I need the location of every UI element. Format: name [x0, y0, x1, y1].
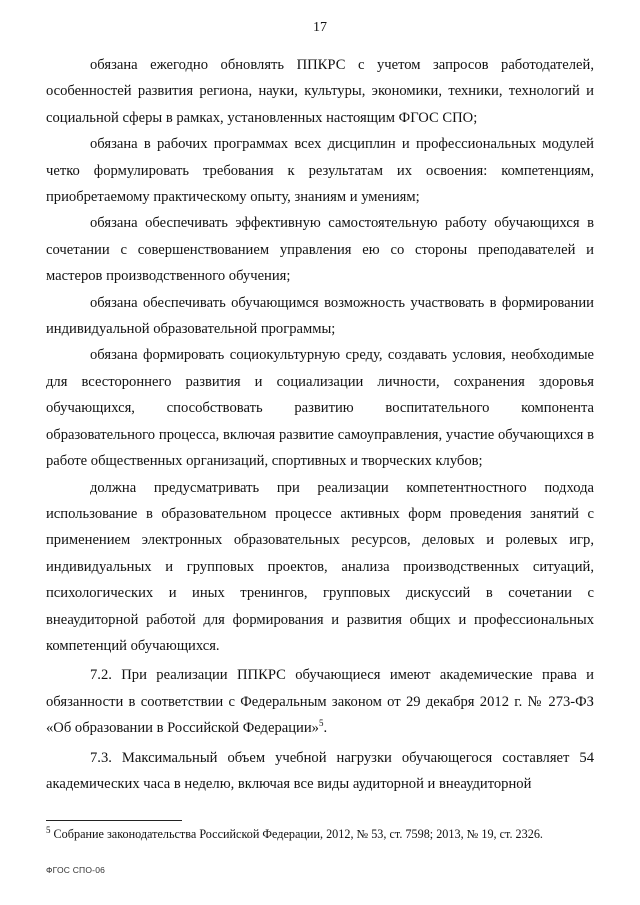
- paragraph-independent-work: обязана обеспечивать эффективную самостоятельную работу обучающихся в сочетании с совершенствованием управления ею со стороны преподавателей и мастеров производственного обучения;: [46, 215, 594, 285]
- footnote-text: Собрание законодательства Российской Федерации, 2012, № 53, ст. 7598; 2013, № 19, ст. 2326.: [50, 827, 543, 841]
- footnote-reference: 5: [318, 718, 324, 729]
- paragraph-individual-program: обязана обеспечивать обучающимся возможность участвовать в формировании индивидуальной образовательной программы;: [46, 294, 594, 338]
- paragraph-active-forms: должна предусматривать при реализации компетентностного подхода использование в образовательном процессе активных форм проведения занятий с применением электронных образовательных ресурсов, деловых и ролевых игр, индивидуальных и групповых проектов, анализа производственных ситуаций, психологических и иных тренингов, групповых дискуссий в сочетании с внеаудиторной работой для формирования и развития общих и профессиональных компетенций обучающихся.: [46, 479, 594, 654]
- paragraph-update-ppkrs: обязана ежегодно обновлять ППКРС с учетом запросов работодателей, особенностей развития региона, науки, культуры, экономики, техники, технологий и социальной сферы в рамках, установленных настоящим ФГОС СПО;: [46, 57, 594, 126]
- paragraph-work-programs: обязана в рабочих программах всех дисциплин и профессиональных модулей четко формулировать требования к результатам их освоения: компетенциям, приобретаемому практическому опыту, знаниям и умениям;: [46, 136, 594, 206]
- body-text: [46, 52, 594, 797]
- paragraph-sociocultural-environment: обязана формировать социокультурную среду, создавать условия, необходимые для всестороннего развития и социализации личности, сохранения здоровья обучающихся, способствовать развитию воспитательного компонента образовательного процесса, включая развитие самоуправления, участие обучающихся в работе общественных организаций, спортивных и творческих клубов;: [46, 347, 594, 470]
- footnote-marker: 5: [46, 824, 51, 835]
- section-7-2: 7.2. При реализации ППКРС обучающиеся имеют академические права и обязанности в соответствии с Федеральным законом от 29 декабря 2012 г. № 273-ФЗ «Об образовании в Российской Федерации»$^5$.: [46, 667, 594, 737]
- footnote: [46, 826, 606, 842]
- footer-document-code: ФГОС СПО-06: [46, 865, 106, 875]
- footnote-divider: [46, 820, 182, 821]
- page-number: 17: [313, 20, 327, 35]
- section-7-2-text: 7.2. При реализации ППКРС обучающиеся имеют академические права и обязанности в соответствии с Федеральным законом от 29 декабря 2012 г. № 273-ФЗ «Об образовании в Российской Федерации»: [46, 667, 594, 737]
- section-7-3: 7.3. Максимальный объем учебной нагрузки обучающегося составляет 54 академических часа в неделю, включая все виды аудиторной и внеаудиторной: [46, 749, 594, 792]
